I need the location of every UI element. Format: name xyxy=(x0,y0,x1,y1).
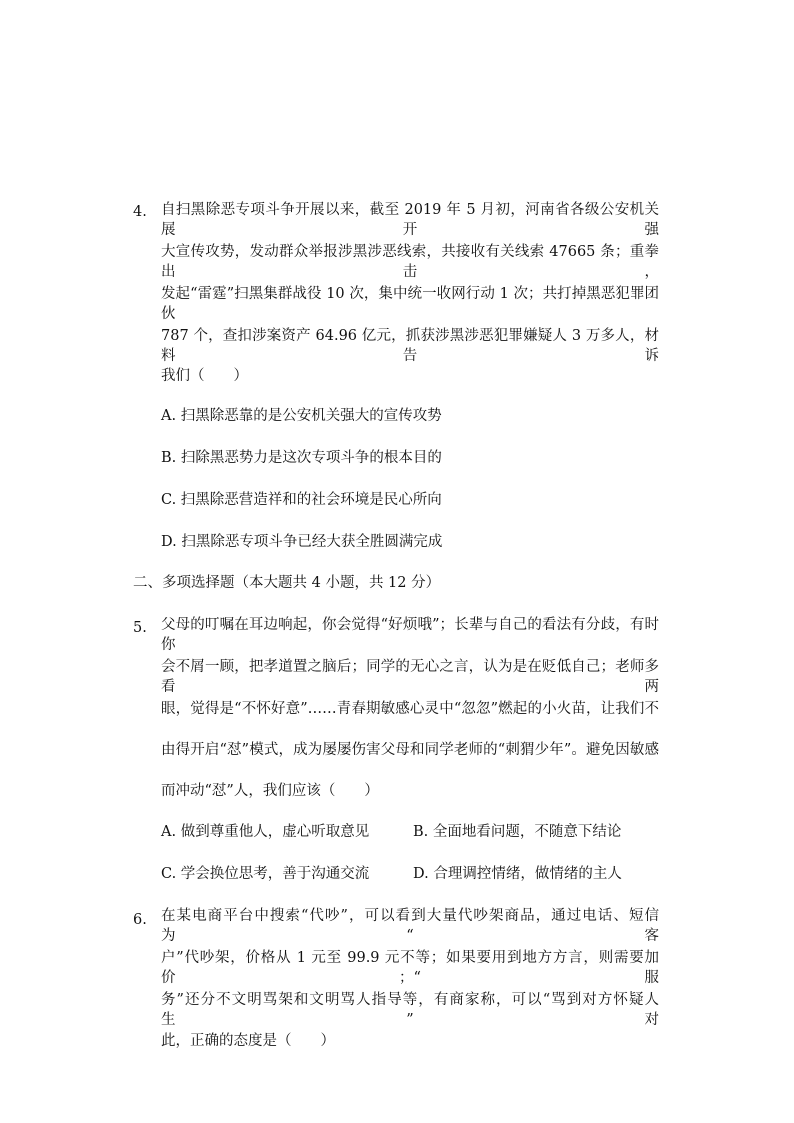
question-5-line-3: 眼，觉得是“不怀好意”……青春期敏感心灵中“忽忽”燃起的小火苗，让我们不 xyxy=(161,701,659,717)
question-5-option-a: A. 做到尊重他人，虚心听取意见 xyxy=(161,824,370,840)
question-5-option-c: C. 学会换位思考，善于沟通交流 xyxy=(161,866,370,882)
question-4-line-5: 我们（ ） xyxy=(161,368,248,384)
question-4-line-3: 发起“雷霆”扫黑集群战役 10 次，集中统一收网行动 1 次；共打掉黑恶犯罪团伙 xyxy=(161,286,659,322)
question-6-line-2: 户”代吵架，价格从 1 元至 99.9 元不等；如果要用到地方方言，则需要加价；“服 xyxy=(161,950,659,986)
question-5-option-b: B. 全面地看问题，不随意下结论 xyxy=(413,824,622,840)
question-5-line-2: 会不屑一顾，把孝道置之脑后；同学的无心之言，认为是在贬低自己；老师多看两 xyxy=(161,659,659,695)
question-6-line-3: 务”还分不文明骂架和文明骂人指导等，有商家称，可以“骂到对方怀疑人生”对 xyxy=(161,992,659,1028)
question-6-line-4: 此，正确的态度是（ ） xyxy=(161,1033,335,1049)
question-5-number: 5. xyxy=(133,620,147,636)
question-5-option-d: D. 合理调控情绪，做情绪的主人 xyxy=(413,866,622,882)
question-6-number: 6. xyxy=(133,912,147,928)
question-4-line-1: 自扫黑除恶专项斗争开展以来，截至 2019 年 5 月初，河南省各级公安机关展开强 xyxy=(161,202,659,238)
question-4-option-d: D. 扫黑除恶专项斗争已经大获全胜圆满完成 xyxy=(161,534,443,550)
question-5-line-5: 而冲动“怼”人，我们应该（ ） xyxy=(161,783,379,799)
question-4-line-4: 787 个，查扣涉案资产 64.96 亿元，抓获涉黑涉恶犯罪嫌疑人 3 万多人，材料告诉 xyxy=(161,328,659,364)
question-5-line-4: 由得开启“怼”模式，成为屡屡伤害父母和同学老师的“刺猬少年”。避免因敏感 xyxy=(161,742,659,758)
question-4-option-a: A. 扫黑除恶靠的是公安机关强大的宣传攻势 xyxy=(161,408,442,424)
question-6-line-1: 在某电商平台中搜索“代吵”，可以看到大量代吵架商品，通过电话、短信为“客 xyxy=(161,908,659,944)
section-2-heading: 二、多项选择题（本大题共 4 小题，共 12 分） xyxy=(133,575,441,591)
question-5-line-1: 父母的叮嘱在耳边响起，你会觉得“好烦哦”；长辈与自己的看法有分歧，有时你 xyxy=(161,617,659,653)
question-4-option-b: B. 扫除黑恶势力是这次专项斗争的根本目的 xyxy=(161,450,442,466)
question-4-number: 4. xyxy=(133,204,147,220)
question-4-line-2: 大宣传攻势，发动群众举报涉黑涉恶线索，共接收有关线索 47665 条；重拳出击， xyxy=(161,244,659,280)
question-4-option-c: C. 扫黑除恶营造祥和的社会环境是民心所向 xyxy=(161,492,442,508)
